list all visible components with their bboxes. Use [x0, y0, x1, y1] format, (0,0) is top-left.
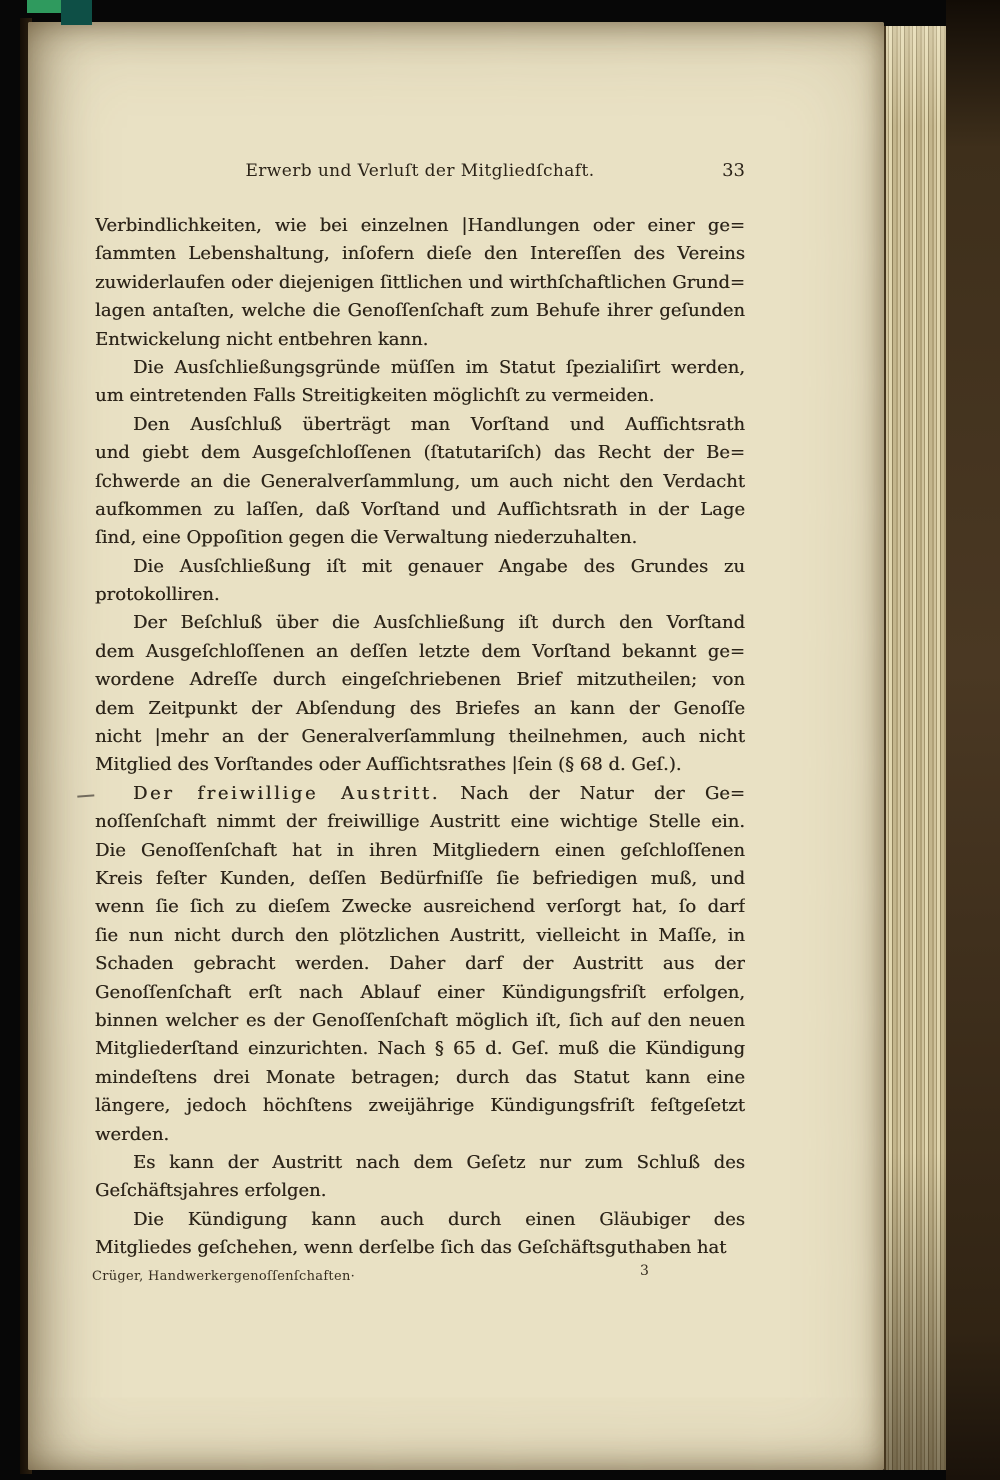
text-line: um eintretenden Falls Streitigkeiten möglichſt zu vermeiden. — [95, 385, 655, 407]
page-number: 33 — [722, 160, 745, 181]
sheet-number: 3 — [640, 1263, 649, 1279]
text-block — [95, 212, 745, 1262]
text-line: Mitglied des Vorſtandes oder Aufſichtsrathes |ſein (§ 68 d. Geſ.). — [95, 754, 682, 776]
paragraph — [95, 609, 745, 779]
text-line: Die Kündigung kann auch durch einen Gläubiger des — [133, 1208, 745, 1230]
text-line: ſchwerde an die Generalverſammlung, um auch nicht den Verdacht — [95, 470, 745, 492]
paragraph — [95, 212, 745, 354]
paragraph — [95, 411, 745, 553]
text-line: Verbindlichkeiten, wie bei einzelnen |Handlungen oder einer ge= — [95, 215, 745, 236]
text-line: Schaden gebracht werden. Daher darf der Austritt aus der — [95, 953, 745, 975]
text-line: lagen antaſten, welche die Genoſſenſchaft zum Behufe ihrer geſunden — [95, 300, 745, 322]
text-line: noſſenſchaft nimmt der freiwillige Austritt eine wichtige Stelle ein. — [95, 811, 745, 833]
footer-signature: Crüger, Handwerkergenoſſenſchaften· — [92, 1269, 356, 1284]
text-line: ſammten Lebenshaltung, inſofern dieſe den Intereſſen des Vereins — [95, 243, 745, 265]
text-line: längere, jedoch höchſtens zweijährige Kündigungsfriſt feſtgeſetzt — [95, 1095, 745, 1117]
page-stack-edges — [884, 26, 948, 1470]
text-line: protokolliren. — [95, 584, 220, 606]
book-page — [28, 22, 884, 1470]
page-header — [95, 161, 745, 187]
text-line: Genoſſenſchaft erſt nach Ablauf einer Kündigungsfriſt erfolgen, — [95, 981, 745, 1003]
bookmark-tab-teal-icon — [61, 0, 92, 25]
book-cover — [946, 0, 1000, 1480]
text-line: Mitgliedes geſchehen, wenn derſelbe ſich das Geſchäftsguthaben hat — [95, 1237, 727, 1259]
text-line: dem Zeitpunkt der Abſendung des Briefes an kann der Genoſſe — [95, 697, 745, 719]
text-line: werden. — [95, 1123, 170, 1145]
pencil-mark — [77, 785, 95, 797]
text-line: wordene Adreſſe durch eingeſchriebenen Brief mitzutheilen; von — [95, 669, 745, 691]
paragraph — [95, 1149, 745, 1206]
text-line: dem Ausgeſchloſſenen an deſſen letzte dem Vorſtand bekannt ge= — [95, 640, 745, 662]
text-line: zuwiderlaufen oder diejenigen ſittlichen und wirthſchaftlichen Grund= — [95, 271, 745, 293]
paragraph — [95, 780, 745, 1149]
text-line: Entwickelung nicht entbehren kann. — [95, 328, 429, 350]
paragraph — [95, 553, 745, 610]
text-line: und giebt dem Ausgeſchloſſenen (ſtatutariſch) das Recht der Be= — [95, 442, 745, 464]
text-line: Die Genoſſenſchaft hat in ihren Mitgliedern einen geſchloſſenen — [95, 839, 745, 861]
bookmark-tab-green-icon — [27, 0, 61, 13]
text-line: Die Ausſchließungsgründe müſſen im Statut ſpezialiſirt werden, — [133, 356, 745, 378]
page-footer — [92, 1265, 756, 1285]
text-line: binnen welcher es der Genoſſenſchaft möglich iſt, ſich auf den neuen — [95, 1009, 745, 1031]
text-line: ſind, eine Oppoſition gegen die Verwaltung niederzuhalten. — [95, 527, 638, 549]
text-line: Kreis feſter Kunden, deſſen Bedürfniſſe ſie befriedigen muß, und — [95, 867, 745, 889]
text-line: wenn ſie ſich zu dieſem Zwecke ausreichend verſorgt hat, ſo darf — [95, 896, 745, 918]
text-line: Der Beſchluß über die Ausſchließung iſt durch den Vorſtand — [133, 612, 745, 634]
text-line: Geſchäftsjahres erfolgen. — [95, 1180, 327, 1202]
emphasized-text: Der freiwillige Austritt. — [133, 782, 441, 804]
text-line: Es kann der Austritt nach dem Geſetz nur zum Schluß des — [133, 1151, 745, 1173]
paragraph — [95, 354, 745, 411]
text-line: Den Ausſchluß überträgt man Vorſtand und Aufſichtsrath — [133, 413, 745, 435]
text-segment: Nach der Natur der Ge= — [440, 782, 745, 804]
text-line: aufkommen zu laſſen, daß Vorſtand und Aufſichtsrath in der Lage — [95, 498, 745, 520]
running-title: Erwerb und Verluſt der Mitgliedſchaft. — [245, 161, 595, 181]
text-line — [95, 780, 745, 808]
text-line: Die Ausſchließung iſt mit genauer Angabe des Grundes zu — [133, 555, 745, 577]
paragraph — [95, 1206, 745, 1263]
text-line: Mitgliederſtand einzurichten. Nach § 65 d. Geſ. muß die Kündigung — [95, 1038, 745, 1060]
text-line: mindeſtens drei Monate betragen; durch das Statut kann eine — [95, 1066, 745, 1088]
text-line: nicht |mehr an der Generalverſammlung theilnehmen, auch nicht — [95, 726, 745, 748]
text-line: ſie nun nicht durch den plötzlichen Austritt, vielleicht in Maſſe, in — [95, 924, 745, 946]
